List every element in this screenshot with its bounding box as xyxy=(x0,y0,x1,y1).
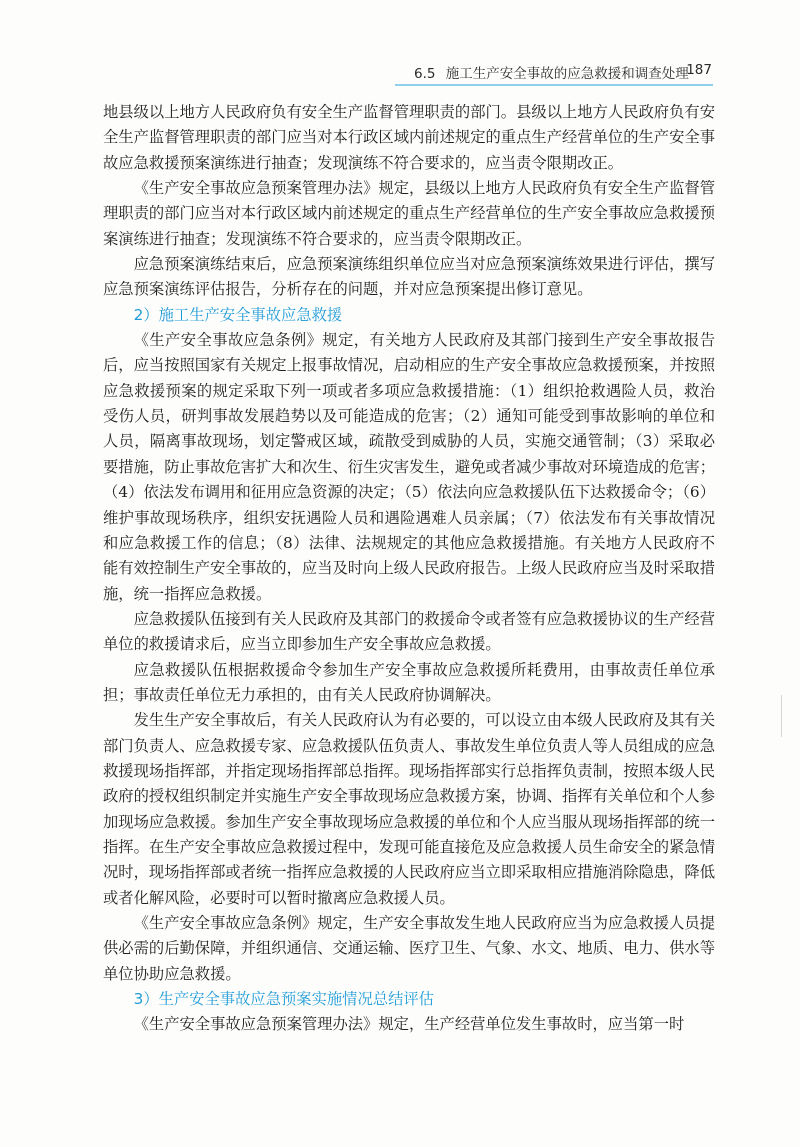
running-header xyxy=(414,62,714,82)
paragraph: 发生生产安全事故后，有关人民政府认为有必要的，可以设立由本级人民政府及其有关部门负责人、应急救援专家、应急救援队伍负责人、事故发生单位负责人等人员组成的应急救援现场指挥部，并指定现场指挥部总指挥。现场指挥部实行总指挥负责制，按照本级人民政府的授权组织制定并实施生产安全事故现场应急救援方案，协调、指挥有关单位和个人参加现场应急救援。参加生产安全事故现场应急救援的单位和个人应当服从现场指挥部的统一指挥。在生产安全事故应急救援过程中，发现可能直接危及应急救援人员生命安全的紧急情况时，现场指挥部或者统一指挥应急救援的人民政府应当立即采取相应措施消除隐患，降低或者化解风险，必要时可以暂时撤离应急救援人员。 xyxy=(103,711,715,907)
paragraph: 《生产安全事故应急预案管理办法》规定，生产经营单位发生事故时，应当第一时 xyxy=(133,1015,685,1034)
subsection-heading-3: 3）生产安全事故应急预案实施情况总结评估 xyxy=(133,990,434,1009)
page-number: 187 xyxy=(686,62,712,78)
header-section-title: 施工生产安全事故的应急救援和调查处理 xyxy=(445,66,689,82)
paragraph: 《生产安全事故应急条例》规定，有关地方人民政府及其部门接到生产安全事故报告后，应当按照国家有关规定上报事故情况，启动相应的生产安全事故应急救援预案，并按照应急救援预案的规定采取下列一项或者多项应急救援措施：（1）组织抢救遇险人员，救治受伤人员，研判事故发展趋势以及可能造成的危害；（2）通知可能受到事故影响的单位和人员，隔离事故现场，划定警戒区域，疏散受到威胁的人员，实施交通管制；（3）采取必要措施，防止事故危害扩大和次生、衍生灾害发生，避免或者减少事故对环境造成的危害；（4）依法发布调用和征用应急资源的决定；（5）依法向应急救援队伍下达救援命令；（6）维护事故现场秩序，组织安抚遇险人员和遇险遇难人员亲属；（7）依法发布有关事故情况和应急救援工作的信息；（8）法律、法规规定的其他应急救援措施。有关地方人民政府不能有效控制生产安全事故的，应当及时向上级人民政府报告。上级人民政府应当及时采取措施，统一指挥应急救援。 xyxy=(103,331,715,603)
page-edge-mark xyxy=(781,695,782,737)
header-rule xyxy=(395,84,713,86)
paragraph: 应急预案演练结束后，应急预案演练组织单位应当对应急预案演练效果进行评估，撰写应急预案演练评估报告，分析存在的问题，并对应急预案提出修订意见。 xyxy=(103,255,715,299)
paragraph: 应急救援队伍根据救援命令参加生产安全事故应急救援所耗费用，由事故责任单位承担；事故责任单位无力承担的，由有关人民政府协调解决。 xyxy=(103,660,715,704)
paragraph-continuation: 地县级以上地方人民政府负有安全生产监督管理职责的部门。县级以上地方人民政府负有安全生产监督管理职责的部门应当对本行政区域内前述规定的重点生产经营单位的生产安全事故应急救援预案演练进行抽查；发现演练不符合要求的，应当责令限期改正。 xyxy=(103,103,715,172)
paragraph: 《生产安全事故应急条例》规定，生产安全事故发生地人民政府应当为应急救援人员提供必需的后勤保障，并组织通信、交通运输、医疗卫生、气象、水文、地质、电力、供水等单位协助应急救援。 xyxy=(103,914,715,983)
paragraph: 应急救援队伍接到有关人民政府及其部门的救援命令或者签有应急救援协议的生产经营单位的救援请求后，应当立即参加生产安全事故应急救援。 xyxy=(103,609,715,654)
subsection-heading-2: 2）施工生产安全事故应急救援 xyxy=(133,305,343,324)
paragraph: 《生产安全事故应急预案管理办法》规定，县级以上地方人民政府负有安全生产监督管理职责的部门应当对本行政区域内前述规定的重点生产经营单位的生产安全事故应急救援预案演练进行抽查；发现演练不符合要求的，应当责令限期改正。 xyxy=(103,179,715,248)
body-text xyxy=(103,100,715,1038)
header-section-number: 6.5 xyxy=(414,66,436,82)
